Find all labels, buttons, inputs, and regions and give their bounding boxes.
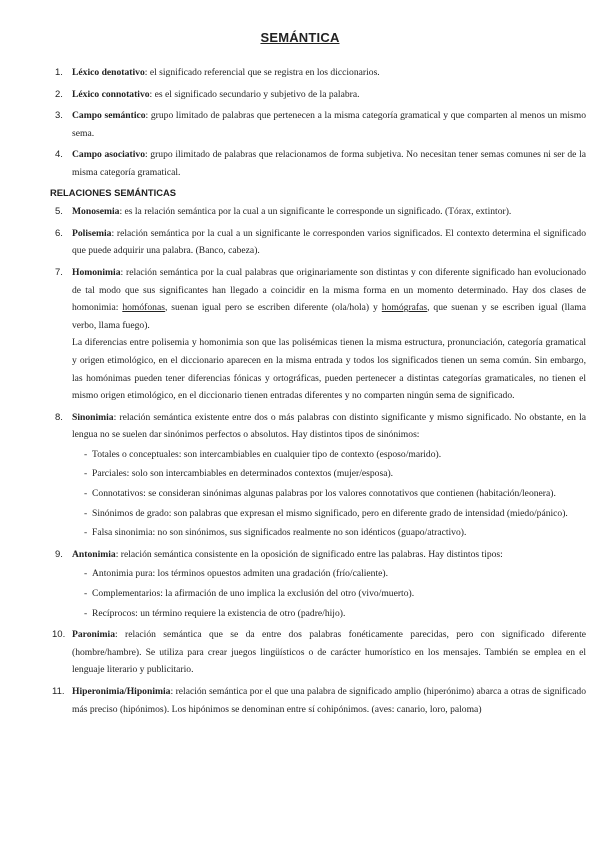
sublist-item bbox=[72, 585, 586, 603]
item-number: 9. bbox=[55, 548, 63, 560]
sublist-item bbox=[72, 605, 586, 623]
item-text: : grupo limitado de palabras que pertenecen a la misma categoría gramatical y que comparten al menos un mismo sema. bbox=[72, 110, 587, 139]
item-term: Paronimia bbox=[72, 629, 115, 641]
dash-bullet: - bbox=[84, 468, 88, 480]
item-number: 7. bbox=[55, 266, 63, 278]
item-number: 2. bbox=[55, 88, 63, 100]
sublist-text: Connotativos: se consideran sinónimas algunas palabras por los valores connotativos que contienen (habitación/leonera). bbox=[92, 488, 556, 500]
dash-bullet: - bbox=[84, 607, 88, 619]
item-number: 1. bbox=[55, 67, 63, 78]
item-term: Sinonimia bbox=[72, 411, 114, 423]
item-number: 8. bbox=[55, 411, 63, 423]
list-item bbox=[50, 225, 586, 260]
sublist-text: Recíprocos: un término requiere la existencia de otro (padre/hijo). bbox=[92, 607, 346, 619]
sublist-item bbox=[72, 465, 586, 483]
item-text: : relación semántica existente entre dos o más palabras con distinto significante y mismo significado. No obstante, en la lengua no se suelen dar sinónimos perfectos o absolutos. Hay distintos tipos de sinónimos: bbox=[72, 411, 586, 441]
sublist-text: Parciales: solo son intercambiables en determinados contextos (mujer/esposa). bbox=[92, 468, 394, 480]
sublist-item bbox=[72, 505, 586, 523]
item-term: Homonimia bbox=[72, 266, 121, 278]
dash-bullet: - bbox=[84, 448, 88, 460]
sublist-item bbox=[72, 485, 586, 503]
list-item bbox=[50, 146, 586, 181]
item-text: : relación semántica que se da entre dos palabras fonéticamente parecidas, pero con significado diferente (hombre/hambre). Se utiliza para crear juegos lingüísticos o de carácter humorístico en los mensajes. También se emplea en el lenguaje literario y publicitario. bbox=[72, 629, 586, 676]
sublist-item bbox=[72, 446, 586, 464]
list-item bbox=[50, 409, 586, 542]
item-term: Léxico denotativo bbox=[72, 67, 145, 78]
sublist bbox=[72, 565, 586, 622]
item-number: 5. bbox=[55, 206, 63, 218]
sublist-item bbox=[72, 524, 586, 542]
item-text: : es la relación semántica por la cual a un significante le corresponde un significado. (Tórax, extintor). bbox=[119, 206, 512, 218]
dash-bullet: - bbox=[84, 527, 88, 539]
item-text: : relación semántica por la cual palabras que originariamente son distintas y con diferente significado han evolucionado de tal modo que sus significantes han llegado a coincidir en la misma forma en un momento determinado. Hay dos clases de homonimia: bbox=[72, 266, 586, 314]
item-term: Monosemia bbox=[72, 206, 120, 218]
item-text: : es el significado secundario y subjetivo de la palabra. bbox=[149, 88, 360, 100]
item-number: 6. bbox=[55, 227, 63, 239]
dash-bullet: - bbox=[84, 488, 88, 500]
dash-bullet: - bbox=[84, 588, 88, 600]
item-text: , que suenan y se escriben igual (llama verbo, llama fuego). bbox=[72, 302, 586, 331]
list-item bbox=[50, 626, 586, 679]
item-text: , suenan igual pero se escriben diferente (ola/hola) y bbox=[164, 302, 382, 314]
list-item bbox=[50, 203, 586, 221]
page-title: SEMÁNTICA bbox=[260, 30, 340, 45]
item-term: Campo asociativo bbox=[72, 149, 145, 161]
document-body bbox=[50, 64, 586, 722]
definitions-list bbox=[50, 64, 586, 718]
dash-bullet: - bbox=[84, 507, 88, 519]
sublist-text: Totales o conceptuales: son intercambiables en cualquier tipo de contexto (esposo/marido). bbox=[92, 448, 442, 460]
item-number: 4. bbox=[55, 149, 63, 161]
item-term: Polisemia bbox=[72, 227, 112, 239]
list-item bbox=[50, 107, 586, 142]
item-text: : relación semántica por la cual a un significante le corresponden varios significados. El contexto determina el significado que puede adquirir una palabra. (Banco, cabeza). bbox=[72, 227, 586, 257]
item-paragraph: La diferencias entre polisemia y homonimia son que las polisémicas tienen la misma estructura, pronunciación, categoría gramatical y origen etimológico, en el diccionario aparecen en la misma entrada y todos los significados tienen un sema común. Sin embargo, las homónimas pueden tener diferencias fónicas y ortográficas, pueden pertenecer a distintas categorías gramaticales, no tienen el mismo origen etimológico, en el diccionario tienen entradas diferentes y no comparten ningún sema de significado. bbox=[72, 337, 586, 402]
sublist-text: Complementarios: la afirmación de uno implica la exclusión del otro (vivo/muerto). bbox=[92, 588, 415, 600]
item-term: Campo semántico bbox=[72, 110, 146, 122]
item-term: Hiperonimia/Hiponimia bbox=[72, 686, 171, 697]
sublist-text: Falsa sinonimia: no son sinónimos, sus significados realmente no son idénticos (guapo/atractivo). bbox=[92, 527, 467, 539]
list-item bbox=[50, 546, 586, 622]
item-term: Léxico connotativo bbox=[72, 88, 150, 100]
item-paragraph bbox=[72, 264, 586, 334]
sublist-text: Sinónimos de grado: son palabras que expresan el mismo significado, pero en diferente grado de intensidad (miedo/pánico). bbox=[92, 507, 568, 519]
item-number: 11. bbox=[52, 686, 65, 697]
item-text: : relación semántica por el que una palabra de significado amplio (hiperónimo) abarca a otras de significado más preciso (hipónimos). Los hipónimos se denominan entre sí cohipónimos. (aves: canario, loro, paloma) bbox=[72, 686, 586, 715]
list-item bbox=[50, 64, 586, 82]
homofonas-term: homófonas bbox=[122, 302, 165, 314]
item-text: : el significado referencial que se registra en los diccionarios. bbox=[144, 67, 380, 78]
sublist-item bbox=[72, 565, 586, 583]
dash-bullet: - bbox=[84, 568, 88, 580]
list-item bbox=[50, 86, 586, 104]
item-term: Antonimia bbox=[72, 548, 116, 560]
item-text: : relación semántica consistente en la oposición de significado entre las palabras. Hay distintos tipos: bbox=[115, 548, 503, 560]
homografas-term: homógrafas bbox=[381, 302, 428, 314]
list-item bbox=[50, 683, 586, 718]
item-text: : grupo ilimitado de palabras que relacionamos de forma subjetiva. No necesitan tener semas comunes ni ser de la misma categoría gramatical. bbox=[72, 149, 587, 178]
sublist bbox=[72, 446, 586, 542]
section-heading: RELACIONES SEMÁNTICAS bbox=[50, 186, 177, 198]
list-item bbox=[50, 264, 586, 405]
item-number: 3. bbox=[55, 110, 63, 122]
sublist-text: Antonimia pura: los términos opuestos admiten una gradación (frío/caliente). bbox=[92, 568, 388, 580]
item-number: 10. bbox=[52, 629, 66, 641]
